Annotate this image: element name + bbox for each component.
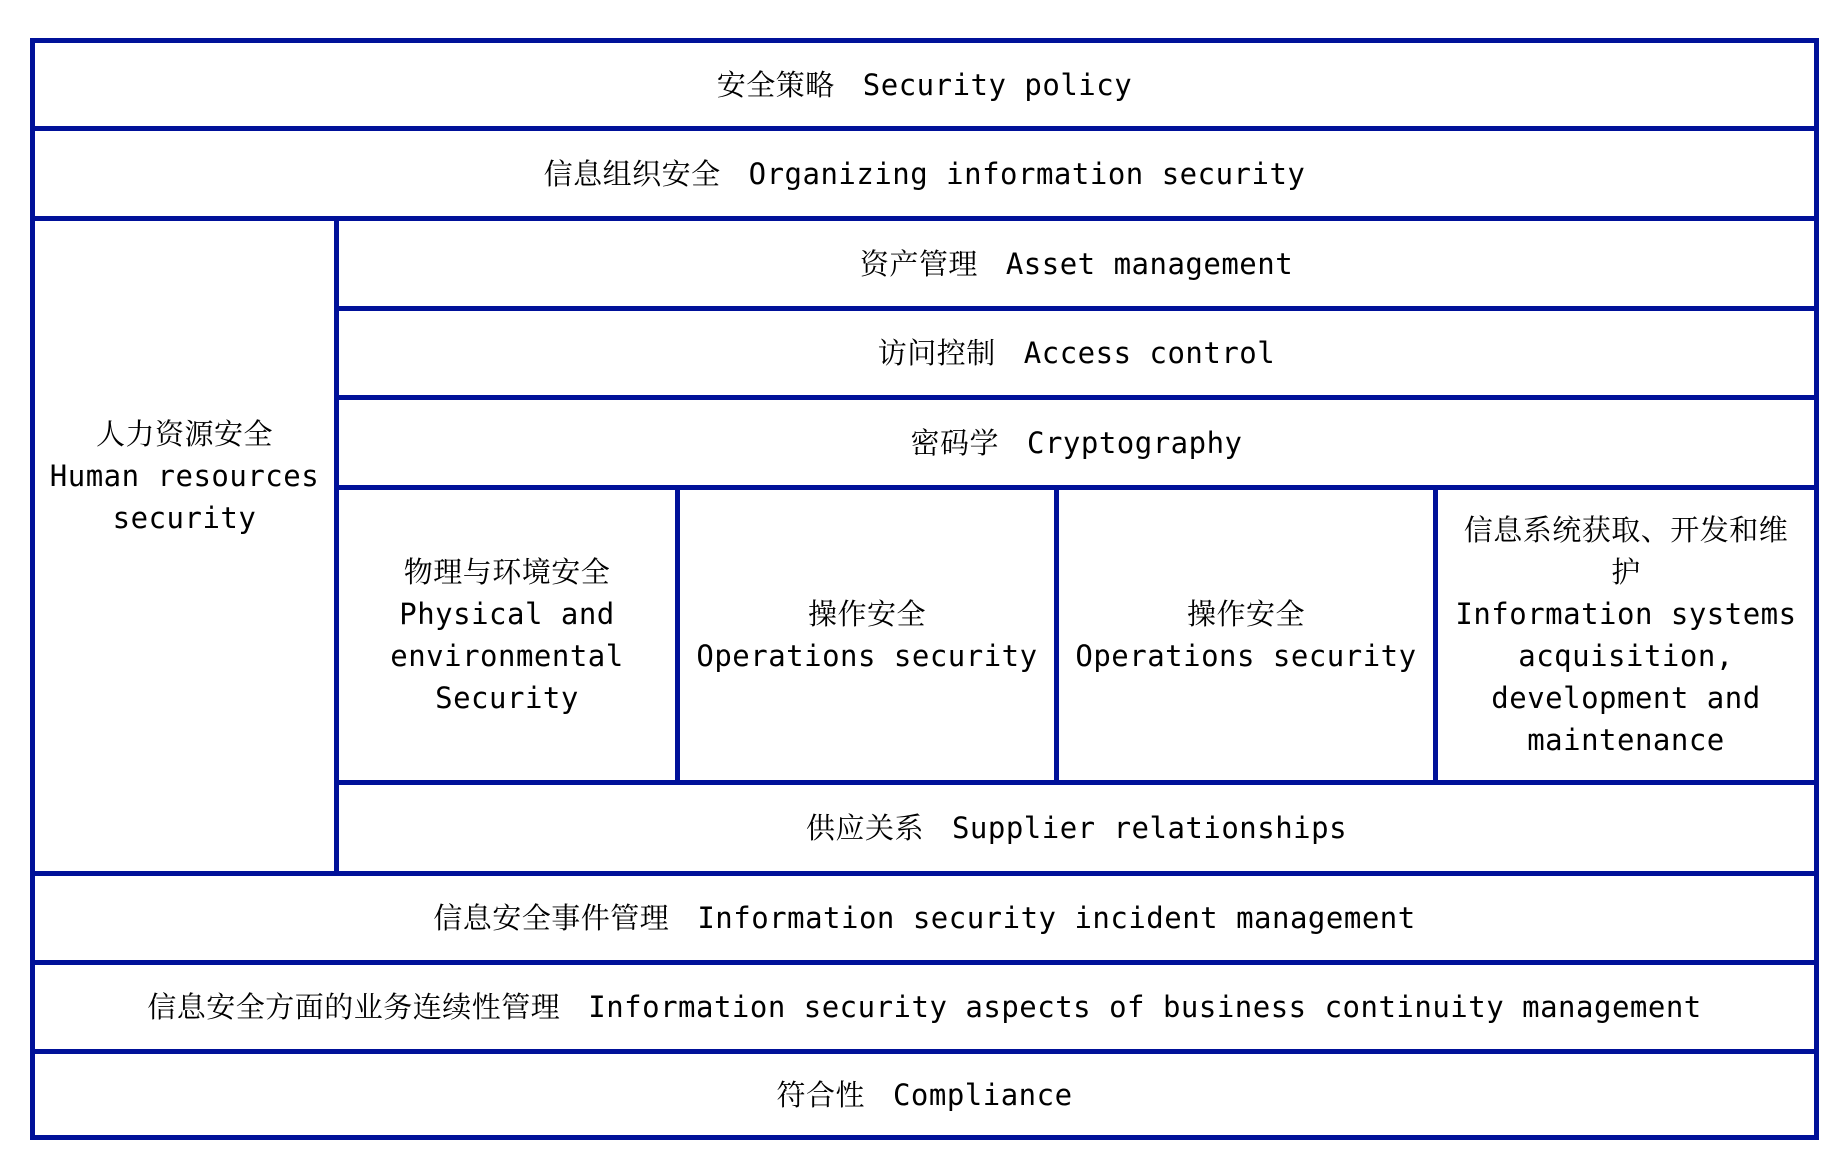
security-policy-box [35, 43, 1814, 126]
business-continuity-en: Information security aspects of business continuity management [588, 990, 1702, 1024]
systems-acquisition-en-line4: maintenance [1527, 723, 1725, 757]
human-resources-box [35, 221, 334, 871]
systems-acquisition-en-line3: development and [1491, 681, 1761, 715]
security-policy-zh: 安全策略 [716, 67, 835, 102]
operations-security-en-2: Operations security [1075, 639, 1417, 673]
operations-security-box-1 [680, 490, 1054, 780]
organizing-security-zh: 信息组织安全 [543, 156, 721, 191]
physical-security-en-line1: Physical and [399, 597, 615, 631]
physical-security-en-line3: Security [435, 681, 579, 715]
business-continuity-zh: 信息安全方面的业务连续性管理 [147, 990, 561, 1024]
physical-security-box [339, 490, 675, 780]
cryptography-box [339, 400, 1814, 485]
operations-security-box-2 [1059, 490, 1433, 780]
asset-management-box [339, 221, 1814, 306]
supplier-relationships-box [339, 785, 1814, 871]
physical-security-zh: 物理与环境安全 [403, 555, 611, 589]
physical-security-en-line2: environmental [390, 639, 624, 673]
compliance-box [35, 1054, 1814, 1135]
cryptography-zh: 密码学 [910, 425, 999, 460]
incident-management-en: Information security incident management [697, 901, 1416, 935]
organizing-security-en: Organizing information security [748, 156, 1306, 191]
operations-security-zh-2: 操作安全 [1186, 597, 1305, 631]
human-resources-zh: 人力资源安全 [95, 417, 273, 451]
security-policy-en: Security policy [862, 67, 1133, 102]
compliance-zh: 符合性 [776, 1077, 865, 1112]
human-resources-en-line1: Human resources [49, 459, 320, 493]
cryptography-en: Cryptography [1027, 425, 1243, 460]
human-resources-en-line2: security [112, 501, 257, 535]
operations-security-zh-1: 操作安全 [807, 597, 926, 631]
incident-management-zh: 信息安全事件管理 [433, 901, 670, 935]
systems-acquisition-zh-line1: 信息系统获取、开发和维 [1463, 513, 1789, 547]
access-control-en: Access control [1023, 336, 1276, 370]
supplier-relationships-en: Supplier relationships [951, 811, 1348, 845]
compliance-en: Compliance [892, 1077, 1073, 1112]
systems-acquisition-en-line2: acquisition, [1518, 639, 1734, 673]
systems-acquisition-zh-line2: 护 [1611, 555, 1641, 589]
organizing-security-box [35, 131, 1814, 216]
asset-management-en: Asset management [1005, 246, 1294, 281]
supplier-relationships-zh: 供应关系 [805, 811, 924, 845]
access-control-zh: 访问控制 [877, 336, 996, 370]
asset-management-zh: 资产管理 [859, 246, 978, 281]
systems-acquisition-en-line1: Information systems [1455, 597, 1797, 631]
business-continuity-box [35, 965, 1814, 1049]
access-control-box [339, 311, 1814, 395]
systems-acquisition-box [1438, 490, 1814, 780]
incident-management-box [35, 876, 1814, 960]
operations-security-en-1: Operations security [696, 639, 1038, 673]
